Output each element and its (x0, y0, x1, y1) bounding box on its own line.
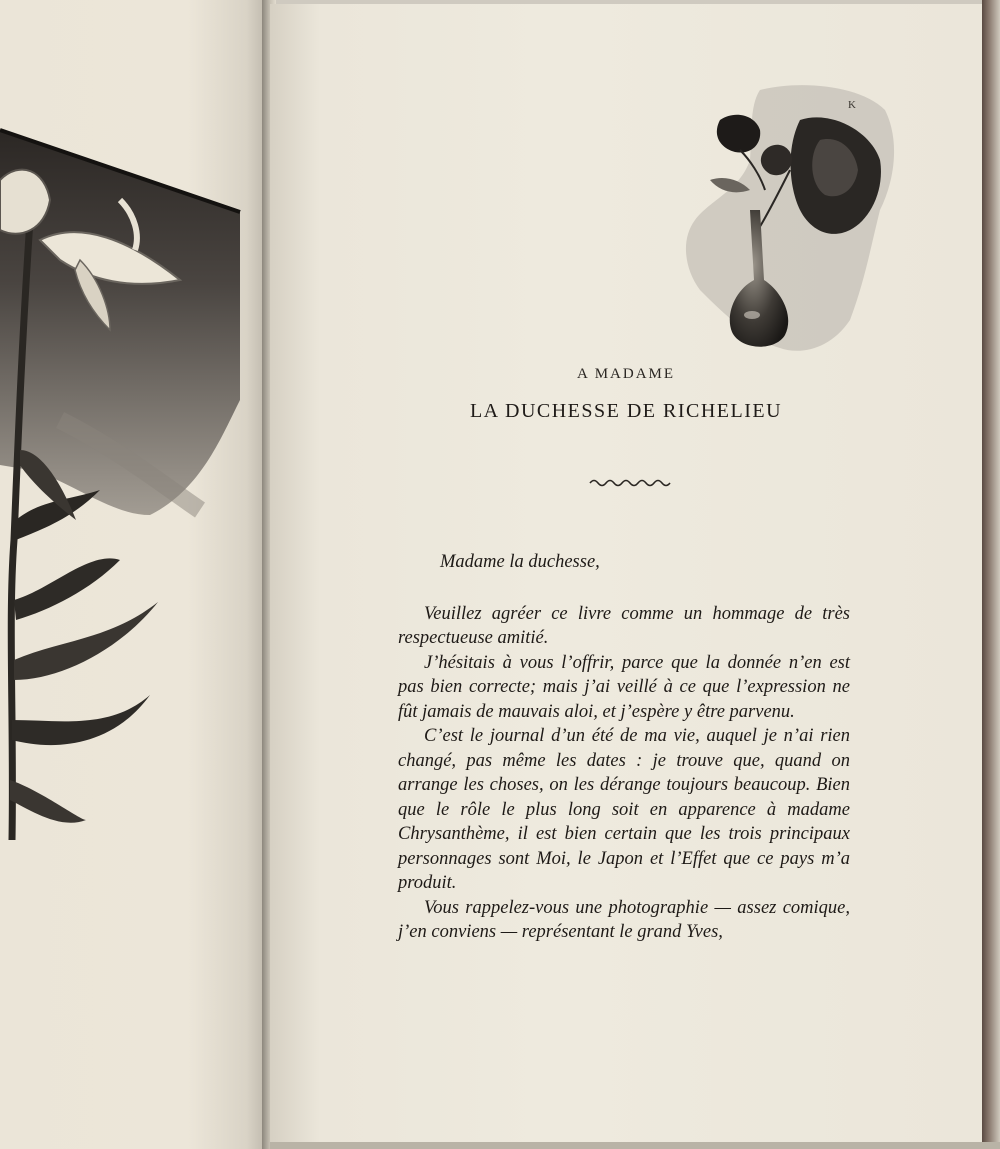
letter-paragraph: J’hésitais à vous l’offrir, parce que la donnée n’en est pas bien correcte; mais j’ai veillé à ce que l’expression ne fût jamais de mauvais aloi, et j’espère y être parvenu. (398, 652, 850, 722)
letter-salutation: Madame la duchesse, (440, 552, 600, 572)
left-page (0, 0, 268, 1149)
lily-plate-illustration (0, 120, 250, 840)
letter-paragraph: Vous rappelez-vous une photographie — assez comique, j’en conviens — représentant le grand Yves, (398, 897, 850, 942)
letter-paragraph: Veuillez agréer ce livre comme un hommage de très respectueuse amitié. (398, 603, 850, 648)
dedication-letter (398, 550, 850, 945)
page-bottom-edge (270, 1142, 1000, 1149)
dedication-title: LA DUCHESSE DE RICHELIEU (469, 400, 783, 422)
wavy-rule-ornament (588, 476, 672, 490)
book-cover-edge (982, 0, 1000, 1149)
letter-paragraph: C’est le journal d’un été de ma vie, auquel je n’ai rien changé, pas même les dates : je trouve que, quand on arrange les choses, on les dérange toujours beaucoup. Bien que le rôle le plus long soit en apparence à madame Chrysanthème, il est bien certain que les trois principaux personnages sont Moi, le Japon et l’Effet que ce pays m’a produit. (398, 726, 850, 893)
svg-text:K: K (848, 99, 856, 111)
dedication-line-1: A MADAME (576, 366, 676, 382)
vase-with-roses-vignette (680, 80, 900, 360)
